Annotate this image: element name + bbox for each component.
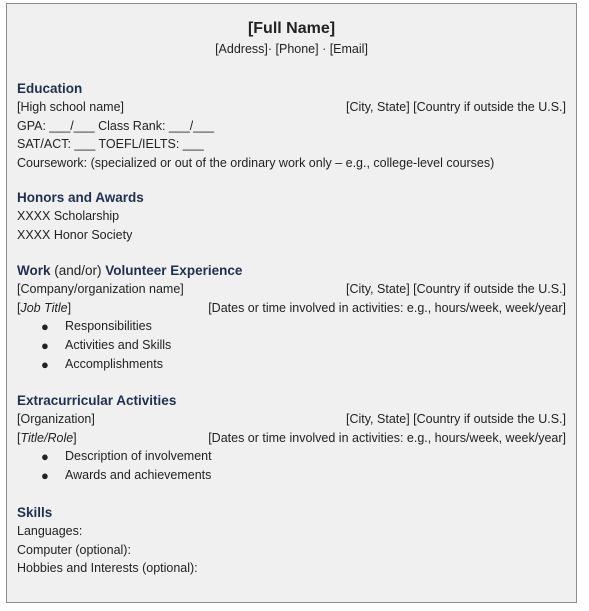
bullet-icon: ● [41,338,49,353]
bracket-open: [ [17,430,21,445]
full-name: [Full Name] [247,20,336,37]
work-title [17,262,566,280]
school-name: [High school name] [17,100,125,114]
education-title: Education [17,81,83,96]
skill-item: Hobbies and Interests (optional): [17,561,198,575]
work-org-line [17,280,566,299]
tests-line: SAT/ACT: ___ TOEFL/IELTS: ___ [17,137,204,151]
extracurricular-section [17,392,566,485]
bracket-close: ] [73,430,77,445]
coursework-line: Coursework: (specialized or out of the ordinary work only – e.g., college-level courses) [17,155,495,170]
bullet-text: Description of involvement [65,449,212,463]
honors-section [17,189,566,244]
contact-line: [Address]· [Phone] · [Email] [215,42,368,56]
work-job-title [17,301,71,315]
school-line [17,98,566,117]
work-title-part1: Work [17,263,51,278]
extra-org-line [17,410,566,429]
extra-dates: [Dates or time involved in activities: e.g., hours/week, week/year] [208,430,566,445]
work-org: [Company/organization name] [17,282,184,296]
education-section [17,80,566,172]
bullet-icon: ● [41,449,49,464]
skills-section [17,504,566,578]
bullet-icon: ● [41,468,49,483]
work-bullets [17,317,566,374]
resume-page [6,3,577,603]
extra-bullets [17,447,566,485]
work-dates: [Dates or time involved in activities: e.g., hours/week, week/year] [208,300,566,315]
extra-location: [City, State] [Country if outside the U.S.] [345,412,566,426]
extra-role [17,431,77,445]
bullet-text: Awards and achievements [65,468,212,482]
list-item [17,466,566,485]
role-text: Title/Role [20,430,74,445]
list-item [17,355,566,374]
list-item [17,317,566,336]
work-title-part2: Volunteer Experience [105,263,243,278]
bullet-icon: ● [41,319,49,334]
honor-item: XXXX Scholarship [17,209,120,223]
school-location: [City, State] [Country if outside the U.S.] [345,100,566,114]
work-title-line [17,299,566,318]
bullet-text: Accomplishments [65,357,163,371]
list-item [17,336,566,355]
skill-item: Computer (optional): [17,542,131,557]
resume-header [7,4,576,58]
extra-org: [Organization] [17,412,95,426]
work-section [17,262,566,374]
work-location: [City, State] [Country if outside the U.S.] [345,282,566,296]
bullet-text: Responsibilities [65,319,152,333]
list-item [17,447,566,466]
extra-role-line [17,429,566,448]
job-title-text: Job Title [20,300,68,315]
gpa-line: GPA: ___/___ Class Rank: ___/___ [17,118,215,133]
skills-title: Skills [17,505,53,520]
honors-title: Honors and Awards [17,190,144,205]
skill-item: Languages: [17,524,83,538]
bracket-close: ] [67,300,72,315]
bracket-open: [ [17,300,21,315]
extracurricular-title: Extracurricular Activities [17,393,177,408]
honor-item: XXXX Honor Society [17,227,133,242]
bullet-icon: ● [41,357,49,372]
work-title-connector: (and/or) [50,263,106,278]
bullet-text: Activities and Skills [65,338,172,352]
